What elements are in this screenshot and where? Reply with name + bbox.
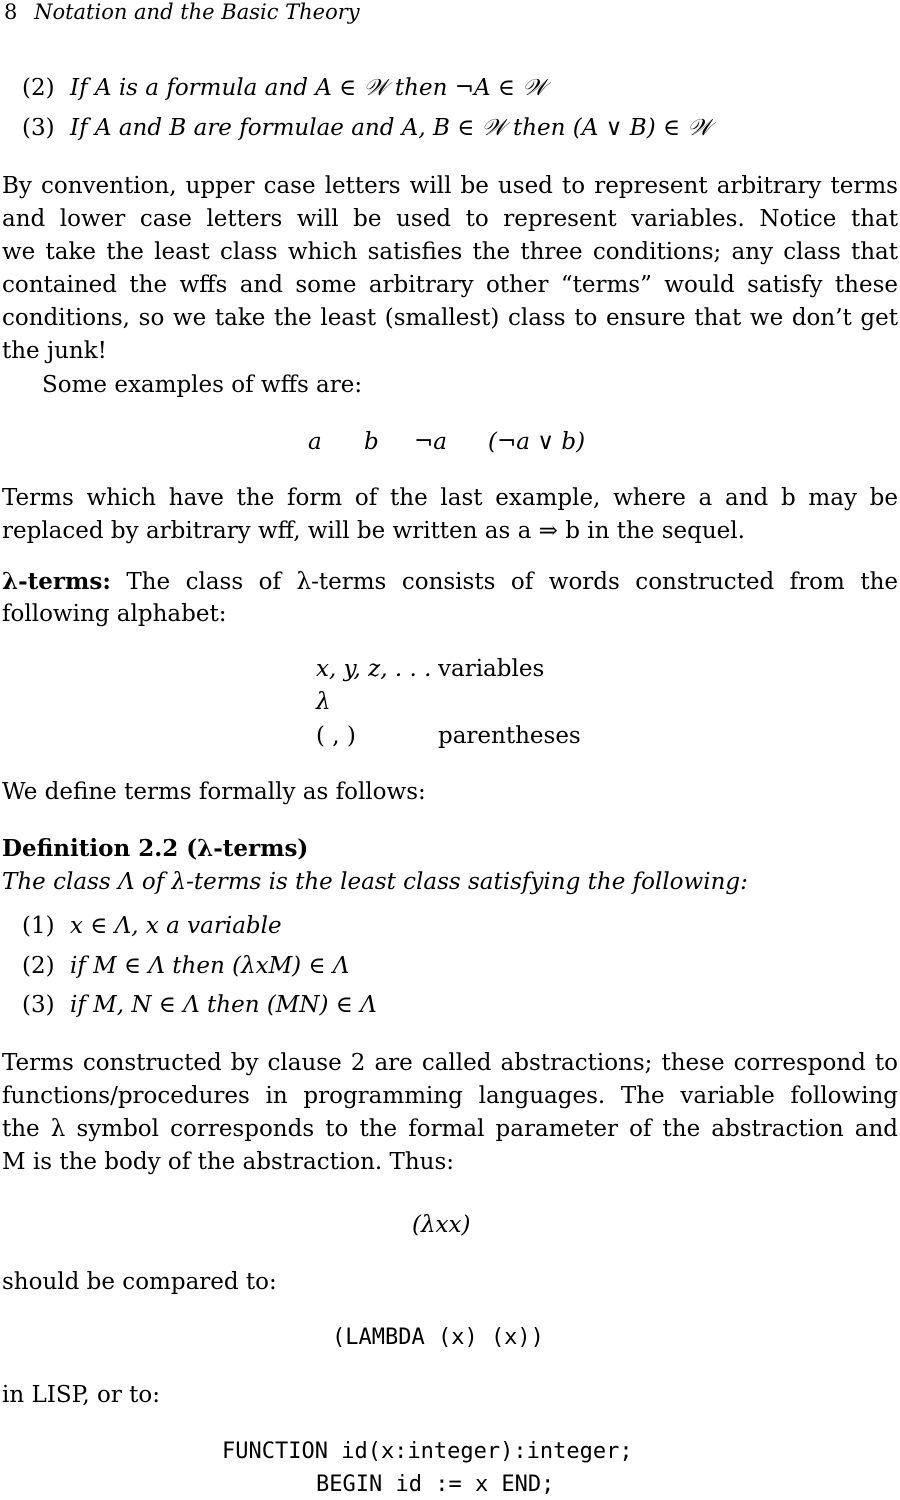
alphabet-symbol-variables: x, y, z, . . . xyxy=(316,656,432,682)
running-header xyxy=(4,0,360,24)
lisp-code: (LAMBDA (x) (x)) xyxy=(332,1325,544,1350)
alphabet-desc-variables: variables xyxy=(438,656,545,682)
pascal-code-line-1: FUNCTION id(x:integer):integer; xyxy=(222,1439,633,1464)
pascal-code-line-2: BEGIN id := x END; xyxy=(316,1472,555,1497)
wff-example-not-a: ¬a xyxy=(414,429,447,455)
wff-example-disjunction: (¬a ∨ b) xyxy=(488,429,586,455)
definition-clause-2: (2) if M ∈ Λ then (λxM) ∈ Λ xyxy=(22,953,350,979)
definition-title: Definition 2.2 (λ-terms) xyxy=(2,835,309,862)
page-number: 8 xyxy=(4,0,18,24)
wff-example-b: b xyxy=(364,429,379,455)
alphabet-desc-parentheses: parentheses xyxy=(438,723,581,749)
alphabet-symbol-parentheses: ( , ) xyxy=(316,723,356,749)
lambda-terms-heading: λ-terms: xyxy=(2,568,111,595)
wff-example-a: a xyxy=(308,429,322,455)
definition-clause-1: (1) x ∈ Λ, x a variable xyxy=(22,913,282,939)
alphabet-symbol-lambda: λ xyxy=(316,689,331,715)
display-lambda-identity: (λxx) xyxy=(412,1212,471,1238)
definition-statement: The class Λ of λ-terms is the least class satisfying the following: xyxy=(2,869,748,895)
definition-clause-3: (3) if M, N ∈ Λ then (MN) ∈ Λ xyxy=(22,992,377,1018)
paragraph-examples-intro: Some examples of wffs are: xyxy=(42,372,363,398)
paragraph-define: We define terms formally as follows: xyxy=(2,779,426,805)
running-title: Notation and the Basic Theory xyxy=(34,0,360,24)
wff-clause-3: (3) If A and B are formulae and A, B ∈ 𝒲 then (A ∨ B) ∈ 𝒲 xyxy=(22,115,712,141)
paragraph-compare: should be compared to: xyxy=(2,1269,277,1295)
wff-clause-2: (2) If A is a formula and A ∈ 𝒲 then ¬A ∈ 𝒲 xyxy=(22,75,547,101)
book-page: 8 Notation and the Basic Theory (2) If A is a formula and A ∈ 𝒲 then ¬A ∈ 𝒲 (3) If A and B are formulae and A, B ∈ 𝒲 then (A ∨ B) ∈ 𝒲 By convention, upper case letters will be used to represent arbitrary terms and lower case letters will be used to represent variables. Notice that we take the least class which satisfies the three conditions; any class that contained the wffs and some arbitrary other “terms” would satisfy these conditions, so we take the least (smallest) class to ensure that we don’t get the junk! Some examples of wffs are: a b ¬a (¬a ∨ b) Terms which have the form of the last example, where a and b may be replaced by arbitrary wff, will be written as a ⇒ b in the sequel. λ-terms: The class of λ-terms consists of words constructed from the following alphabet: x, y, z, . . . variables λ ( , ) parentheses We define terms formally as follows: Definition 2.2 (λ-terms) The class Λ of λ-terms is the least class satisfying the following: (1) x ∈ Λ, x a variable (2) if M ∈ Λ then (λxM) ∈ Λ (3) if M, N ∈ Λ then (MN) ∈ Λ Terms constructed by clause 2 are called abstractions; these correspond to functions/procedures in programming languages. The variable following the λ symbol corresponds to the formal parameter of the abstraction and M is the body of the abstraction. Thus: (λxx) should be compared to: (LAMBDA (x) (x)) in LISP, or to: FUNCTION id(x:integer):integer; BEGIN id := x END; xyxy=(0,0,900,1499)
paragraph-lisp: in LISP, or to: xyxy=(2,1382,161,1408)
